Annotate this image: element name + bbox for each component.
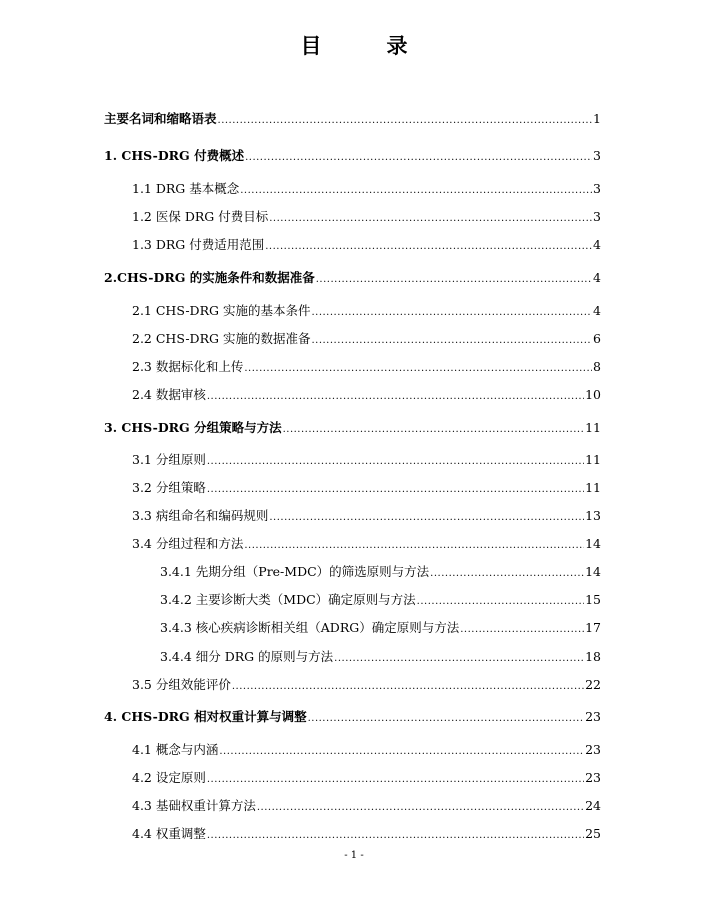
toc-entry-page: 6 <box>593 331 601 346</box>
toc-leader-dots <box>245 150 592 166</box>
toc-entry-label: 主要名词和缩略语表 <box>104 111 217 126</box>
toc-entry-page: 24 <box>585 798 601 813</box>
toc-leader-dots <box>218 113 592 129</box>
toc-leader-dots <box>430 566 584 582</box>
toc-entry-label: 1. CHS-DRG 付费概述 <box>104 148 245 163</box>
toc-entry[interactable] <box>104 270 601 286</box>
toc-entry-label: 4.4 权重调整 <box>132 826 206 841</box>
toc-entry-page: 10 <box>585 387 601 402</box>
toc-entry[interactable] <box>132 826 601 842</box>
toc-entry-label: 4. CHS-DRG 相对权重计算与调整 <box>104 709 307 724</box>
toc-entry[interactable] <box>132 508 601 524</box>
toc-entry-page: 22 <box>585 677 601 692</box>
toc-entry-label: 3.2 分组策略 <box>132 480 206 495</box>
toc-entry-label: 4.2 设定原则 <box>132 770 206 785</box>
toc-entry-page: 14 <box>585 564 601 579</box>
toc-leader-dots <box>207 482 584 498</box>
toc-entry[interactable] <box>132 452 601 468</box>
toc-leader-dots <box>207 454 584 470</box>
toc-entry[interactable] <box>132 331 601 347</box>
toc-leader-dots <box>460 622 584 638</box>
toc-leader-dots <box>417 594 584 610</box>
toc-entry-label: 3.1 分组原则 <box>132 452 206 467</box>
toc-entry-label: 2.CHS-DRG 的实施条件和数据准备 <box>104 270 315 285</box>
toc-entry[interactable] <box>104 709 601 725</box>
toc-entry-label: 2.3 数据标化和上传 <box>132 359 244 374</box>
toc-entry-label: 4.3 基础权重计算方法 <box>132 798 256 813</box>
toc-entry[interactable] <box>160 649 601 665</box>
toc-entry-label: 2.2 CHS-DRG 实施的数据准备 <box>132 331 311 346</box>
toc-leader-dots <box>232 679 584 695</box>
toc-leader-dots <box>207 389 584 405</box>
toc-leader-dots <box>308 711 585 727</box>
toc-entry-page: 4 <box>593 270 601 285</box>
toc-entry-label: 1.1 DRG 基本概念 <box>132 181 240 196</box>
toc-entry-page: 17 <box>585 620 601 635</box>
toc-entry-page: 14 <box>585 536 601 551</box>
toc-entry[interactable] <box>104 148 601 164</box>
toc-leader-dots <box>207 828 584 844</box>
toc-entry-label: 3.3 病组命名和编码规则 <box>132 508 269 523</box>
toc-entry-label: 3.4.4 细分 DRG 的原则与方法 <box>160 649 334 664</box>
toc-entry[interactable] <box>132 181 601 197</box>
toc-entry-label: 2.1 CHS-DRG 实施的基本条件 <box>132 303 311 318</box>
toc-entry-page: 4 <box>593 303 601 318</box>
toc-entry-page: 4 <box>593 237 601 252</box>
toc-entry-page: 18 <box>585 649 601 664</box>
toc-entry-label: 3.5 分组效能评价 <box>132 677 231 692</box>
toc-entry-label: 1.2 医保 DRG 付费目标 <box>132 209 269 224</box>
toc-leader-dots <box>269 510 584 526</box>
toc-leader-dots <box>244 538 584 554</box>
toc-leader-dots <box>219 744 584 760</box>
toc-entry-label: 4.1 概念与内涵 <box>132 742 219 757</box>
toc-entry[interactable] <box>160 592 601 608</box>
toc-entry-page: 23 <box>585 709 601 724</box>
toc-entry-page: 3 <box>593 181 601 196</box>
toc-entry[interactable] <box>132 480 601 496</box>
toc-leader-dots <box>283 422 585 438</box>
toc-entry-label: 3.4.1 先期分组（Pre-MDC）的筛选原则与方法 <box>160 564 430 579</box>
toc-entry-label: 3. CHS-DRG 分组策略与方法 <box>104 420 282 435</box>
toc-leader-dots <box>207 772 584 788</box>
toc-leader-dots <box>311 333 592 349</box>
toc-leader-dots <box>334 651 584 667</box>
toc-entry-page: 11 <box>585 480 601 495</box>
toc-entry-page: 3 <box>593 148 601 163</box>
toc-entry-page: 23 <box>585 742 601 757</box>
toc-entry-page: 11 <box>585 420 601 435</box>
toc-entry-page: 15 <box>585 592 601 607</box>
toc-entry[interactable] <box>132 798 601 814</box>
toc-leader-dots <box>311 305 592 321</box>
toc-entry[interactable] <box>132 359 601 375</box>
toc-entry[interactable] <box>132 209 601 225</box>
toc-entry[interactable] <box>132 770 601 786</box>
toc-entry[interactable] <box>132 387 601 403</box>
toc-leader-dots <box>265 239 592 255</box>
toc-entry[interactable] <box>132 677 601 693</box>
toc-entry-page: 23 <box>585 770 601 785</box>
toc-entry-page: 25 <box>585 826 601 841</box>
page-number-footer: - 1 - <box>344 850 364 861</box>
toc-entry-label: 3.4.3 核心疾病诊断相关组（ADRG）确定原则与方法 <box>160 620 460 635</box>
toc-entry[interactable] <box>132 742 601 758</box>
toc-entry-page: 8 <box>593 359 601 374</box>
page-title: 目 录 <box>300 34 430 58</box>
toc-entry-page: 11 <box>585 452 601 467</box>
toc-leader-dots <box>244 361 592 377</box>
toc-entry[interactable] <box>104 111 601 127</box>
toc-entry-page: 1 <box>593 111 601 126</box>
toc-entry-label: 1.3 DRG 付费适用范围 <box>132 237 265 252</box>
toc-entry-page: 13 <box>585 508 601 523</box>
toc-leader-dots <box>257 800 584 816</box>
toc-entry-label: 2.4 数据审核 <box>132 387 206 402</box>
toc-entry[interactable] <box>104 420 601 436</box>
toc-entry[interactable] <box>160 564 601 580</box>
toc-entry[interactable] <box>132 237 601 253</box>
toc-entry-page: 3 <box>593 209 601 224</box>
toc-entry-label: 3.4.2 主要诊断大类（MDC）确定原则与方法 <box>160 592 416 607</box>
toc-leader-dots <box>240 183 592 199</box>
toc-entry[interactable] <box>160 620 601 636</box>
toc-entry[interactable] <box>132 536 601 552</box>
toc-entry-label: 3.4 分组过程和方法 <box>132 536 244 551</box>
toc-leader-dots <box>269 211 592 227</box>
toc-entry[interactable] <box>132 303 601 319</box>
toc-leader-dots <box>316 272 592 288</box>
